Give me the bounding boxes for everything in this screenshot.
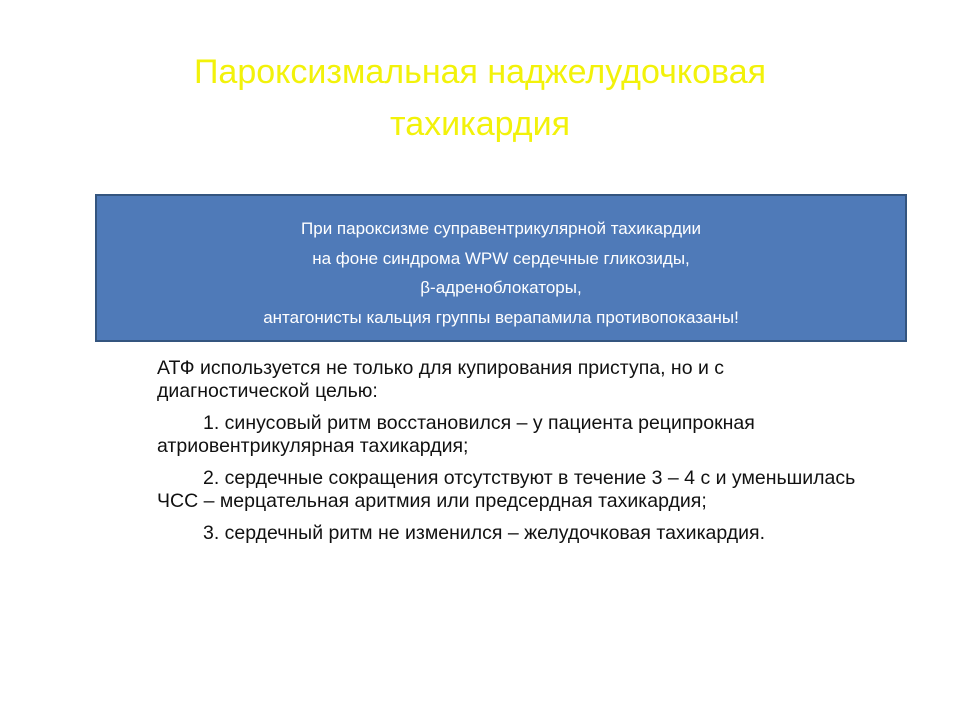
callout-line-2: на фоне синдрома WPW сердечные гликозиды, [312,248,690,268]
slide-title [80,46,880,150]
warning-callout-box [95,194,907,342]
slide-title-line-1: Пароксизмальная наджелудочковая [193,53,767,91]
body-intro: АТФ используется не только для купирования приступа, но и с диагностической целью: [157,357,725,402]
callout-line-3: β-адреноблокаторы, [420,278,582,297]
body-list-item-1: 1. синусовый ритм восстановился – у пациента реципрокная атриовентрикулярная тахикардия; [157,412,755,457]
callout-line-1: При пароксизме суправентрикулярной тахикардии [301,219,701,238]
body-list-item-2: 2. сердечные сокращения отсутствуют в течение 3 – 4 с и уменьшилась ЧСС – мерцательная аритмия или предсердная тахикардия; [157,467,856,512]
slide-title-line-2: тахикардия [390,105,570,143]
body-text [157,357,877,554]
callout-line-4: антагонисты кальция группы верапамила противопоказаны! [263,307,739,327]
body-list-item-3: 3. сердечный ритм не изменился – желудочковая тахикардия. [203,522,766,544]
